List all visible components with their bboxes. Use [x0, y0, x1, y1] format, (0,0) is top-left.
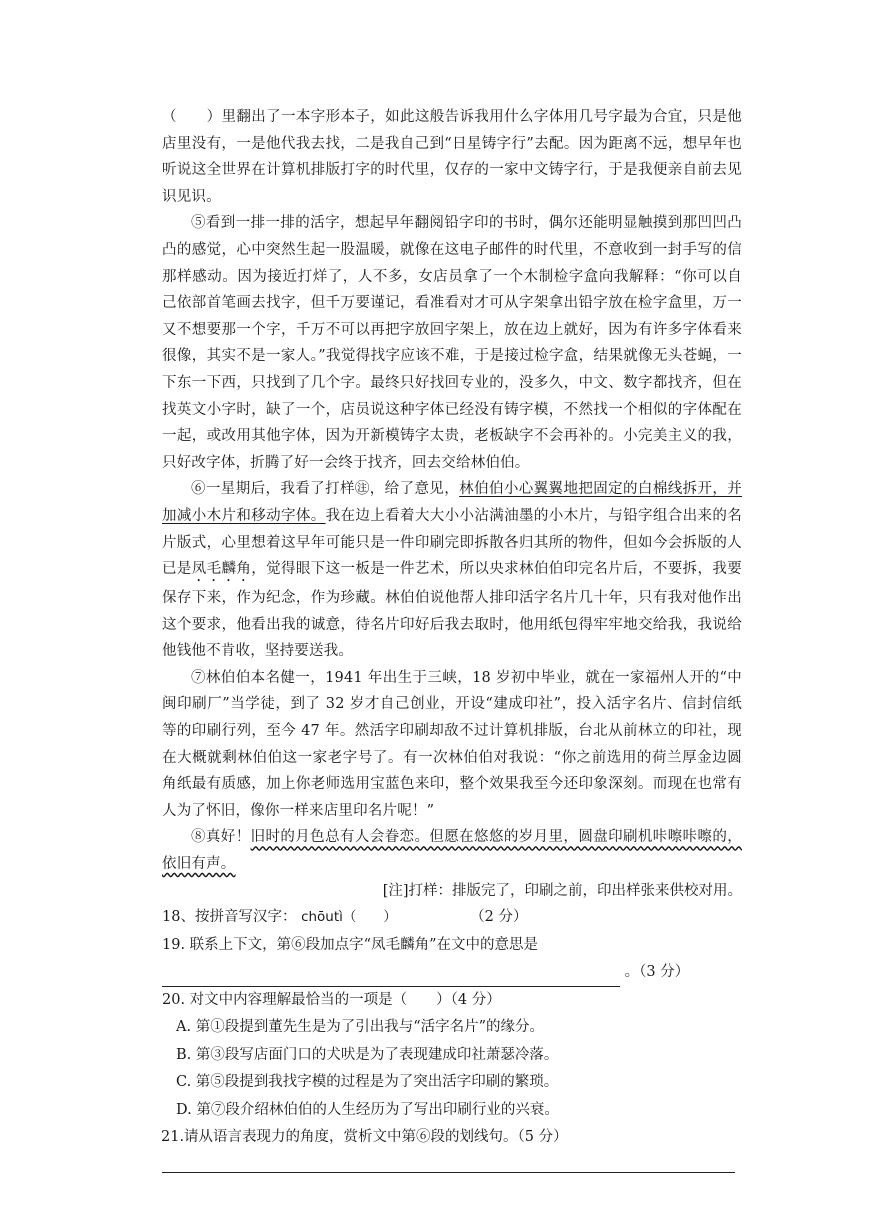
- question-18-pinyin: chōutì（ ）: [301, 909, 397, 926]
- footnote-mark: ㊟: [354, 481, 370, 498]
- question-19: 19. 联系上下文，第⑥段加点字“凤毛麟角”在文中的意思是: [162, 936, 538, 953]
- question-20-option-b[interactable]: B. 第③段写店面门口的犬吠是为了表现建成印社萧瑟冷落。: [176, 1046, 559, 1063]
- wavy-underlined-sentence: 旧时的月色总有人会眷恋。但愿在悠悠的岁月里，圆盘印刷机咔嚓咔嚓的，依旧有声。: [162, 829, 742, 873]
- article-paragraph-7: ⑦林伯伯本名健一，1941 年出生于三峡，18 岁初中毕业，就在一家福州人开的“中闽印刷厂”当学徒，到了 32 岁才自己创业，开设“建成印社”，投入活字名片、信封信纸等的印刷行列，至今 47 年。然活字印刷却敌不过计算机排版，台北从前林立的印社，现在大概就剩林伯伯这一家老字号了。有一次林伯伯对我说：“你之前选用的荷兰厚金边圆角纸最有质感，加上你老师选用宝蓝色来印，整个效果我至今还印象深刻。而现在也常有人为了怀旧，像你一样来店里印名片呢！”: [162, 669, 742, 819]
- question-21: 21.请从语言表现力的角度，赏析文中第⑥段的划线句。（5 分）: [161, 1129, 568, 1146]
- question-20: 20. 对文中内容理解最恰当的一项是（ ）（4 分）: [162, 991, 501, 1008]
- article-paragraph-5: ⑤看到一排一排的活字，想起早年翻阅铅字印的书时，偶尔还能明显触摸到那凹凹凸凸的感觉，心中突然生起一股温暖，就像在这电子邮件的时代里，不意收到一封手写的信那样感动。因为接近打烊了，人不多，女店员拿了一个木制检字盒向我解释：“你可以自己依部首笔画去找字，但千万要谨记，看准看对才可从字架拿出铅字放在检字盒里，万一又不想要那一个字，千万不可以再把字放回字架上，放在边上就好，因为有许多字体看来很像，其实不是一家人。”我觉得找字应该不难，于是接过检字盒，结果就像无头苍蝇，一下东一下西，只找到了几个字。最终只好找回专业的，没多久，中文、数字都找齐，但在找英文小字时，缺了一个，店员说这种字体已经没有铸字模，不然找一个相似的字体配在一起，或改用其他字体，因为开新模铸字太贵，老板缺字不会再补的。小完美主义的我，只好改字体，折腾了好一会终于找齐，回去交给林伯伯。: [162, 215, 742, 471]
- article-paragraph-continued: （ ）里翻出了一本字形本子，如此这般告诉我用什么字体用几号字最为合宜，只是他店里没有，一是他代我去找，二是我自己到“日星铸字行”去配。因为距离不远，想早年也听说这全世界在计算机排版打字的时代里，仅存的一家中文铸字行，于是我便亲自前去见识见识。: [162, 109, 742, 205]
- exam-page: [162, 104, 742, 1173]
- question-20-option-d[interactable]: D. 第⑦段介绍林伯伯的人生经历为了写出印刷行业的兴衰。: [176, 1101, 559, 1118]
- question-18: [162, 904, 742, 932]
- paragraph-6-part-a: ⑥一星期后，我看了打样: [191, 481, 355, 498]
- underlined-sentence-paragraph-6: 林伯伯小心翼翼地把固定的白棉线拆开，并加减小木片和移动字体。: [162, 481, 743, 524]
- question-19-answer-row: [162, 959, 742, 987]
- dotted-phrase: 凤毛麟角: [191, 561, 252, 578]
- paragraph-6-part-c: 我在边上看着大大小小沾满油墨的小木片，与铅字组合出来的名片版式，心里想着这早年可能只是一件印刷完即拆散各归其所的物件，但如今会拆版的人已是: [162, 507, 742, 578]
- question-18-label: 18、按拼音写汉字：: [162, 909, 297, 926]
- question-21-answer-line[interactable]: [162, 1158, 735, 1173]
- question-20-option-a[interactable]: A. 第①段提到董先生是为了引出我与“活字名片”的缘分。: [176, 1019, 545, 1036]
- footnote: [注]打样：排版完了，印刷之前，印出样张来供校对用。: [382, 882, 742, 899]
- paragraph-8-part-a: ⑧真好！: [191, 829, 251, 846]
- paragraph-6-part-d: ，觉得眼下这一板是一件艺术，所以央求林伯伯印完名片后，不要拆，我要保存下来，作为纪念，作为珍藏。林伯伯说他帮人排印活字名片几十年，只有我对他作出这个要求，他看出我的诚意，待名片印好后我去取时，他用纸包得牢牢地交给我，我说给他钱他不肯收，坚持要送我。: [162, 561, 742, 660]
- article-paragraph-8: [162, 824, 742, 877]
- question-19-score: 。（3 分）: [624, 964, 690, 981]
- paragraph-6-part-b: ，给了意见，: [369, 481, 460, 498]
- question-19-answer-blank[interactable]: [162, 968, 620, 987]
- article-paragraph-6: [162, 476, 742, 665]
- question-18-score: （2 分）: [470, 909, 528, 926]
- question-20-option-c[interactable]: C. 第⑤段提到我找字模的过程是为了突出活字印刷的繁琐。: [176, 1074, 559, 1091]
